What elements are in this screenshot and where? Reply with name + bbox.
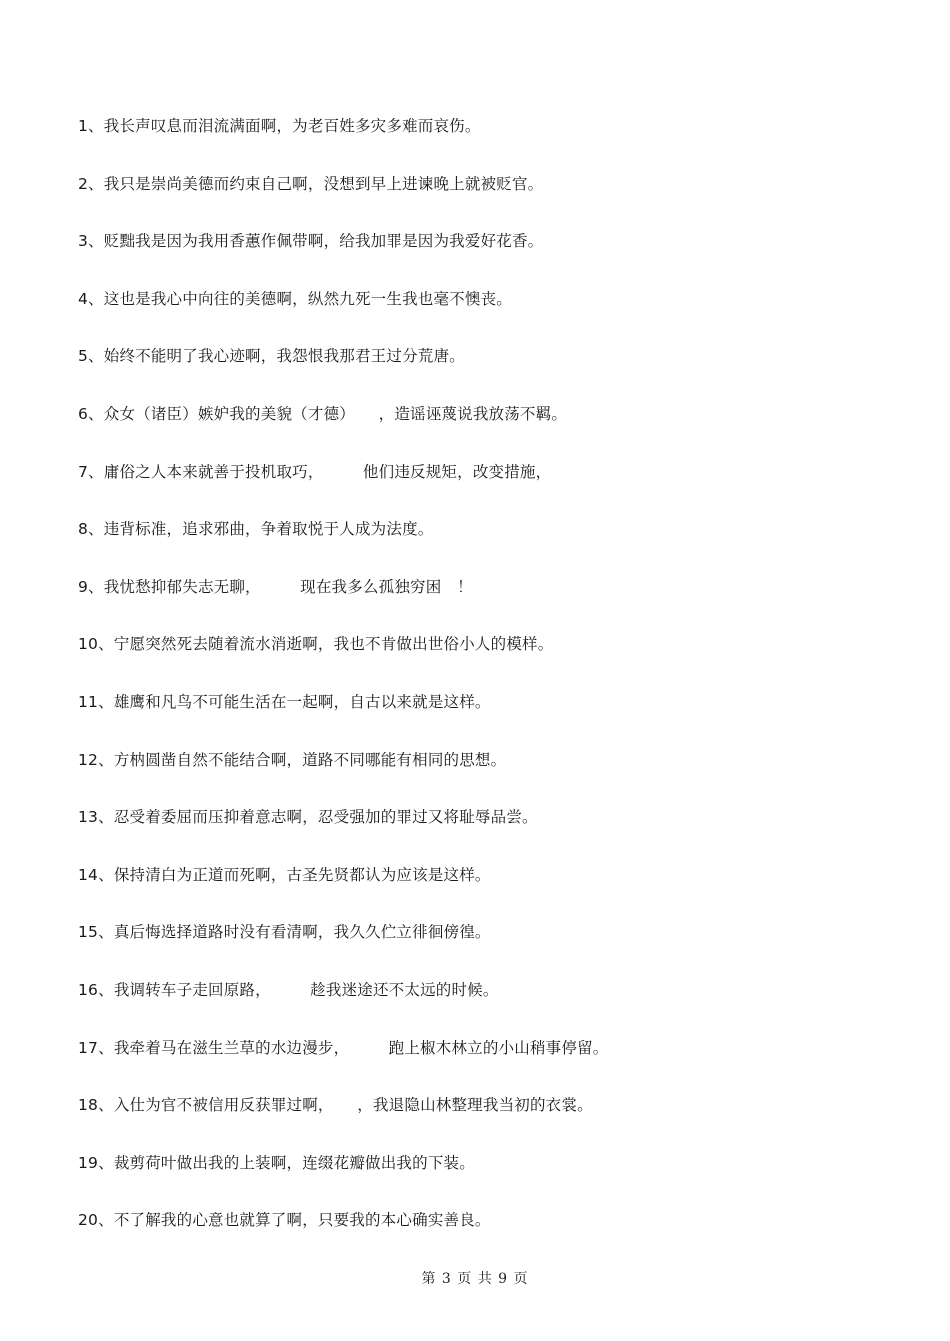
list-item: 15、真后悔选择道路时没有看清啊，我久久伫立徘徊傍徨。 bbox=[78, 923, 491, 942]
list-item: 14、保持清白为正道而死啊，古圣先贤都认为应该是这样。 bbox=[78, 865, 491, 884]
list-item: 6、众女（诸臣）嫉妒我的美貌（才德） ，造谣诬蔑说我放荡不羁。 bbox=[78, 404, 568, 423]
list-item: 19、裁剪荷叶做出我的上装啊，连缀花瓣做出我的下装。 bbox=[78, 1153, 475, 1172]
list-item: 9、我忧愁抑郁失志无聊， 现在我多么孤独穷困 ！ bbox=[78, 577, 473, 596]
list-item: 12、方枘圆凿自然不能结合啊，道路不同哪能有相同的思想。 bbox=[78, 750, 507, 769]
list-item: 2、我只是崇尚美德而约束自己啊，没想到早上进谏晚上就被贬官。 bbox=[78, 174, 544, 193]
list-item: 3、贬黜我是因为我用香蕙作佩带啊，给我加罪是因为我爱好花香。 bbox=[78, 232, 544, 251]
list-item: 18、入仕为官不被信用反获罪过啊， ，我退隐山林整理我当初的衣裳。 bbox=[78, 1096, 593, 1115]
list-item: 20、不了解我的心意也就算了啊，只要我的本心确实善良。 bbox=[78, 1211, 491, 1230]
page-number-footer: 第 3 页 共 9 页 bbox=[421, 1271, 529, 1287]
list-item: 16、我调转车子走回原路， 趁我迷途还不太远的时候。 bbox=[78, 980, 499, 999]
list-item: 4、这也是我心中向往的美德啊，纵然九死一生我也毫不懊丧。 bbox=[78, 289, 512, 308]
list-item: 17、我牵着马在滋生兰草的水边漫步， 跑上椒木林立的小山稍事停留。 bbox=[78, 1038, 609, 1057]
list-item: 13、忍受着委屈而压抑着意志啊，忍受强加的罪过又将耻辱品尝。 bbox=[78, 808, 538, 827]
list-item: 10、宁愿突然死去随着流水消逝啊，我也不肯做出世俗小人的模样。 bbox=[78, 635, 554, 654]
list-item: 5、始终不能明了我心迹啊，我怨恨我那君王过分荒唐。 bbox=[78, 347, 465, 366]
list-item: 1、我长声叹息而泪流满面啊，为老百姓多灾多难而哀伤。 bbox=[78, 117, 481, 135]
translation-list bbox=[78, 114, 878, 1266]
list-item: 8、违背标准，追求邪曲，争着取悦于人成为法度。 bbox=[78, 520, 434, 539]
list-item: 11、雄鹰和凡鸟不可能生活在一起啊，自古以来就是这样。 bbox=[78, 692, 491, 711]
list-item: 7、庸俗之人本来就善于投机取巧， 他们违反规矩，改变措施， bbox=[78, 462, 552, 481]
